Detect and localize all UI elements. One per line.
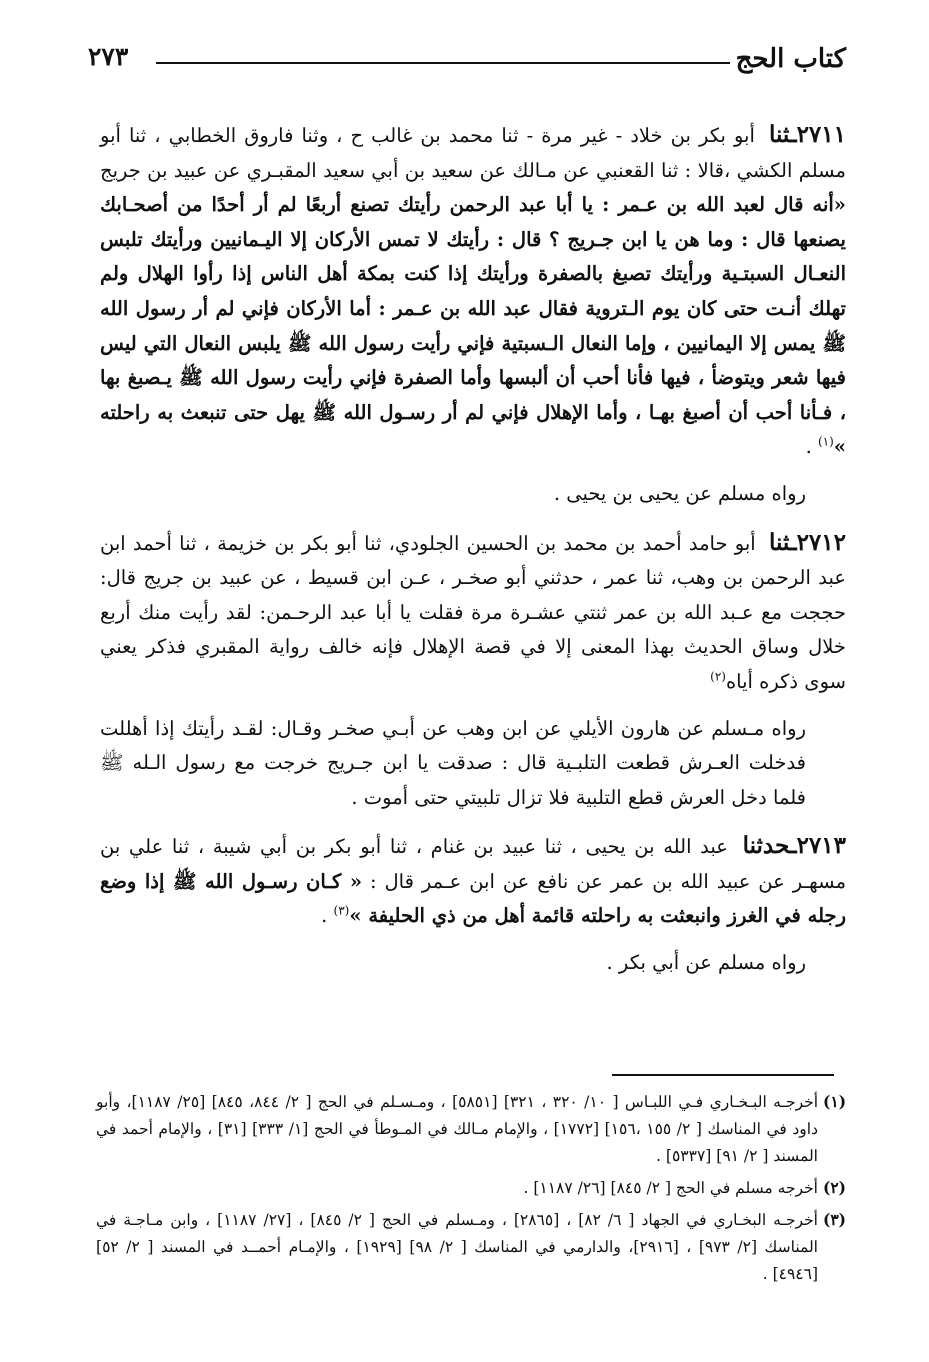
hadith-number: ٢٧١١ xyxy=(796,121,846,148)
hadith-isnad: عبد الله بن يحيى ، ثنا عبيد بن غنام ، ثنا أبو بكر بن أبي شيبة ، ثنا علي بن مسهـر عن عبيد الله بن عمر عن نافع عن ابن عـمر قال : xyxy=(100,835,847,893)
hadith-2712 xyxy=(100,526,846,700)
footnote-ref: (٢) xyxy=(710,669,726,684)
narration-2713: رواه مسلم عن أبي بكر . xyxy=(606,951,806,975)
footnote-ref: (١) xyxy=(817,434,834,449)
page-header xyxy=(88,42,846,92)
hadith-number: ٢٧١٢ xyxy=(796,528,846,556)
footnote-text: أخرجه مسلم في الحج [ ٢/ ٨٤٥] [٢٦/ ١١٨٧] . xyxy=(523,1179,818,1197)
footnote-ref: (٣) xyxy=(333,903,350,918)
page-body xyxy=(100,118,846,995)
footnote-number: (١) xyxy=(823,1092,847,1111)
narration-2712: رواه مـسلم عن هارون الأيلي عن ابن وهب عن أبـي صخـر وقـال: لقـد رأيتك إذا أهللت فدخلت العـرش قطعت التلبـية قال : صدقت يا ابن جـريج خرجت مع رسول الـله ﷺ فلما دخل العرش قطع التلبية فلا تزال تلبيتي حتى أموت . xyxy=(100,716,806,809)
sentence-end: . xyxy=(805,435,812,459)
header-rule xyxy=(156,62,730,64)
hadith-isnad: أبو بكر بن خلاد - غير مرة - ثنا محمد بن غالب ح ، وثنا فاروق الخطابي ، ثنا أبو مسلم الكشي ،قالا : ثنا القعنبي عن مـالك عن سعيد بن أبي سعيد المقبـري عن عبيد بن جريج xyxy=(100,124,846,182)
hadith-text: أبو حامد أحمد بن محمد بن الحسين الجلودي، ثنا أبو بكر بن خزيمة ، ثنا أحمد ابن عبد الرحمن بن وهب، ثنا عمر ، حدثني أبو صخـر ، عـن ابن قسيط ، عن عبيد بن جريج قال: حججت مع عـبد الله بن عمر ثنتي عشـرة مرة فقلت يا أبا عبد الرحـمن: لقد رأيت منك أربع خلال وساق الحديث بهذا المعنى إلا في قصة الإهلال فإنه خالف رواية المقبري فذكر يعني سوى ذكره أياه xyxy=(100,531,846,693)
hadith-label: ـثنا xyxy=(768,528,797,556)
hadith-2711 xyxy=(100,118,846,465)
hadith-label: ـحدثنا xyxy=(742,832,797,860)
footnote-text: أخرجـه البخـاري في الجهاد [ ٦/ ٨٢] ، [٢٨٦٥] ، ومـسلم في الحج [ ٢/ ٨٤٥] ، [٢٧/ ١١٨٧] ، وابن مـاجـة في المناسك [٢/ ٩٧٣] ، [٢٩١٦]، والدارمي في المناسك [ ٢/ ٩٨] [١٩٢٩] ، والإمـام أحمــد في المسند [ ٢/ ٥٢] [٤٩٤٦] . xyxy=(96,1211,818,1283)
footnote-number: (٢) xyxy=(822,1178,846,1197)
footnote-2 xyxy=(96,1174,846,1202)
footnote-3 xyxy=(96,1206,846,1288)
narration-2711: رواه مسلم عن يحيى بن يحيى . xyxy=(553,481,806,505)
hadith-matn: «أنه قال لعبد الله بن عـمر : يا أبا عبد الرحمن رأيتك تصنع أربعًا لم أر أحدًا من أصحـابك يصنعها قال : وما هن يا ابن جـريج ؟ قال : رأيتك لا تمس الأركان إلا اليـمانيين ورأيتك تلبس النعـال السبتـية ورأيتك تصبغ بالصفرة ورأيتك إذا كنت بمكة أهل الناس إذا رأوا الهلال ولم تهلك أنـت حتى كان يوم الـتروية فقال عبد الله بن عـمر : أما الأركان فإني لم أر رسول الله ﷺ يمس إلا اليمانيين ، وإما النعال الـسبتية فإني رأيت رسول الله ﷺ يلبس النعال التي ليس فيها شعر ويتوضأ ، فيها فأنا أحب أن ألبسها وأما الصفرة فإني رأيت رسول الله ﷺ يـصبغ بها ، فـأنا أحب أن أصبغ بهـا ، وأما الإهلال فإني لم أر رسـول الله ﷺ يهل حتى تنبعث به راحلته » xyxy=(100,193,846,459)
footnote-rule xyxy=(612,1074,834,1076)
footnote-text: أخرجـه البـخـاري فـي اللبـاس [ ١٠/ ٣٢٠ ، ٣٢١] [٥٨٥١] ، ومـسـلم في الحج [ ٢/ ٨٤٤، ٨٤٥] [٢٥/ ١١٨٧]، وأبو داود في المناسك [ ٢/ ١٥٥ ،١٥٦] [١٧٧٢] ، والإمام مـالك في المـوطأ في الحج [١/ ٣٣٣] [٣١] ، والإمام أحمد في المسند [ ٢/ ٩١] [٥٣٣٧] . xyxy=(96,1093,819,1165)
sentence-end: . xyxy=(321,904,328,928)
hadith-label: ـثنا xyxy=(768,121,797,148)
footnote-1 xyxy=(96,1088,846,1170)
page-number: ٢٧٣ xyxy=(88,42,129,71)
footnotes xyxy=(96,1088,846,1292)
hadith-matn: « كـان رسـول الله ﷺ إذا وضع رجله في الغرز وانبعثت به راحلته قائمة أهل من ذي الحليفة » xyxy=(100,869,846,928)
footnote-number: (٣) xyxy=(822,1210,846,1229)
hadith-2713 xyxy=(100,829,846,934)
chapter-title: كتاب الحج xyxy=(735,44,846,74)
hadith-number: ٢٧١٣ xyxy=(796,832,846,860)
